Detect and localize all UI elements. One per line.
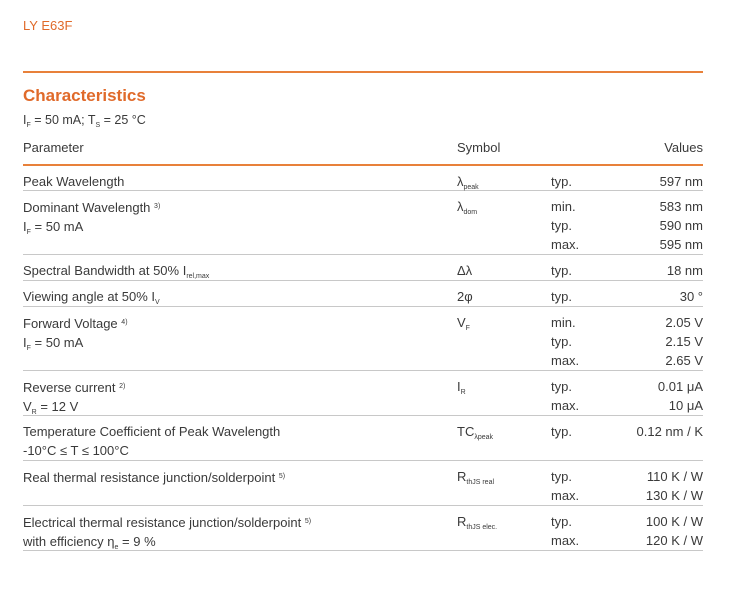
value-type-cell xyxy=(551,261,572,280)
symbol-cell: $R_{thJS elec.}$ xyxy=(457,514,498,531)
table-header xyxy=(23,138,703,166)
parameter-cell xyxy=(23,467,285,487)
parameter-name: Real thermal resistance junction/solderpoint $^{5)}$ xyxy=(23,470,286,485)
value-type-cell xyxy=(551,512,579,550)
characteristics-table xyxy=(23,138,703,551)
test-conditions: $I_F = 50$ mA; $T_S = 25$ °C xyxy=(23,113,146,129)
value: 0.01 μA xyxy=(657,379,703,394)
symbol-subscript: dom xyxy=(463,209,478,216)
parameter-cell xyxy=(23,313,128,358)
value: 30 ° xyxy=(679,289,703,304)
header-divider xyxy=(23,71,703,73)
symbol-subscript: thJS elec. xyxy=(466,524,498,531)
value-cell xyxy=(646,512,703,550)
value-type: typ. xyxy=(551,218,572,233)
value-cell xyxy=(660,197,703,254)
value: 2.15 V xyxy=(665,334,703,349)
parameter-name: Reverse current $^{2)}$ xyxy=(23,380,126,395)
parameter-name: Forward Voltage $^{4)}$ xyxy=(23,316,128,331)
value-cell xyxy=(665,313,703,370)
value: 100 K / W xyxy=(645,514,703,529)
value-type: min. xyxy=(551,199,576,214)
value: 0.12 nm / K xyxy=(636,424,703,439)
value: 18 nm xyxy=(666,263,703,278)
symbol-subscript: R xyxy=(460,389,466,396)
column-header-parameter: Parameter xyxy=(23,140,84,155)
parameter-condition: $V_R = 12$ V xyxy=(23,399,79,416)
parameter-cell xyxy=(23,512,311,557)
parameter-cell xyxy=(23,422,280,460)
table-row xyxy=(23,281,703,307)
value-type-cell xyxy=(551,313,579,370)
parameter-subscript: rel,max xyxy=(186,273,210,280)
value-type: max. xyxy=(551,237,580,252)
footnote-ref: 2) xyxy=(119,383,126,390)
value: 120 K / W xyxy=(645,533,703,548)
value-type: typ. xyxy=(551,469,572,484)
value-type: min. xyxy=(551,315,576,330)
condition-subscript: e xyxy=(114,544,119,551)
table-row xyxy=(23,307,703,371)
value-type: typ. xyxy=(551,424,572,439)
condition-subscript: F xyxy=(26,229,31,236)
parameter-subscript: V xyxy=(155,299,160,306)
symbol-cell: $R_{thJS real}$ xyxy=(457,469,495,486)
value: 110 K / W xyxy=(646,469,703,484)
condition-subscript: R xyxy=(31,409,37,416)
section-title: Characteristics xyxy=(23,86,146,105)
footnote-ref: 3) xyxy=(154,203,161,210)
value-type-cell xyxy=(551,377,579,415)
parameter-condition: -10°C ≤ T ≤ 100°C xyxy=(23,443,129,458)
value: 597 nm xyxy=(659,174,703,189)
product-code: LY E63F xyxy=(23,18,73,33)
value: 595 nm xyxy=(659,237,703,252)
footnote-ref: 5) xyxy=(304,518,312,525)
symbol-cell: $TC_{\lambda peak}$ xyxy=(457,424,494,441)
value: 2.65 V xyxy=(665,353,703,368)
symbol-subscript: peak xyxy=(463,184,479,191)
value-type-cell xyxy=(551,287,572,306)
value-type: typ. xyxy=(551,289,572,304)
value-type: max. xyxy=(551,488,580,503)
parameter-cell xyxy=(23,172,124,191)
table-row xyxy=(23,416,703,461)
value: 2.05 V xyxy=(665,315,703,330)
symbol-subscript: λpeak xyxy=(474,434,494,441)
value-type: max. xyxy=(551,353,580,368)
condition-subscript: F xyxy=(26,345,31,352)
symbol-subscript: F xyxy=(465,325,470,332)
symbol-cell: $\lambda_{peak}$ xyxy=(457,174,479,191)
value-type-cell xyxy=(551,422,572,441)
symbol-cell: $V_F$ xyxy=(457,315,470,332)
value-cell xyxy=(646,467,703,505)
value-type: max. xyxy=(551,398,580,413)
symbol-cell: 2φ xyxy=(457,289,473,304)
table-row xyxy=(23,191,703,255)
value: 590 nm xyxy=(659,218,703,233)
column-header-values: Values xyxy=(664,140,703,155)
parameter-name: Spectral Bandwidth at 50% $I_{rel,max}$ xyxy=(23,263,210,280)
value-type-cell xyxy=(551,467,579,505)
value-cell xyxy=(680,287,703,306)
table-row xyxy=(23,166,703,191)
symbol-cell: $\lambda_{dom}$ xyxy=(457,199,478,216)
column-header-symbol: Symbol xyxy=(457,140,501,155)
value: 10 μA xyxy=(668,398,703,413)
symbol-cell: Δλ xyxy=(457,263,473,278)
parameter-condition: $I_F = 50$ mA xyxy=(23,335,84,352)
value-type: typ. xyxy=(551,174,572,189)
value-cell xyxy=(660,172,703,191)
table-row xyxy=(23,255,703,281)
parameter-condition: $I_F = 50$ mA xyxy=(23,219,84,236)
value-type: typ. xyxy=(551,263,572,278)
value-type-cell xyxy=(551,197,579,254)
value-type-cell xyxy=(551,172,572,191)
symbol-subscript: thJS real xyxy=(466,479,495,486)
parameter-name: Viewing angle at 50% $I_V$ xyxy=(23,289,160,306)
value: 583 nm xyxy=(659,199,703,214)
value-cell xyxy=(637,422,703,441)
value: 130 K / W xyxy=(645,488,703,503)
parameter-condition: with efficiency $\eta_e = 9$ % xyxy=(23,534,156,551)
table-row xyxy=(23,371,703,416)
table-row xyxy=(23,506,703,551)
value-cell xyxy=(658,377,703,415)
footnote-ref: 5) xyxy=(278,473,286,480)
value-type: typ. xyxy=(551,334,572,349)
value-cell xyxy=(667,261,703,280)
value-type: typ. xyxy=(551,379,572,394)
parameter-name: Electrical thermal resistance junction/solderpoint $^{5)}$ xyxy=(23,515,312,530)
parameter-cell xyxy=(23,197,160,242)
table-row xyxy=(23,461,703,506)
parameter-name: Dominant Wavelength $^{3)}$ xyxy=(23,200,161,215)
parameter-name: Peak Wavelength xyxy=(23,174,125,189)
footnote-ref: 4) xyxy=(121,319,128,326)
symbol-cell: $I_R$ xyxy=(457,379,466,396)
value-type: max. xyxy=(551,533,580,548)
value-type: typ. xyxy=(551,514,572,529)
parameter-name: Temperature Coefficient of Peak Wavelength xyxy=(23,424,281,439)
